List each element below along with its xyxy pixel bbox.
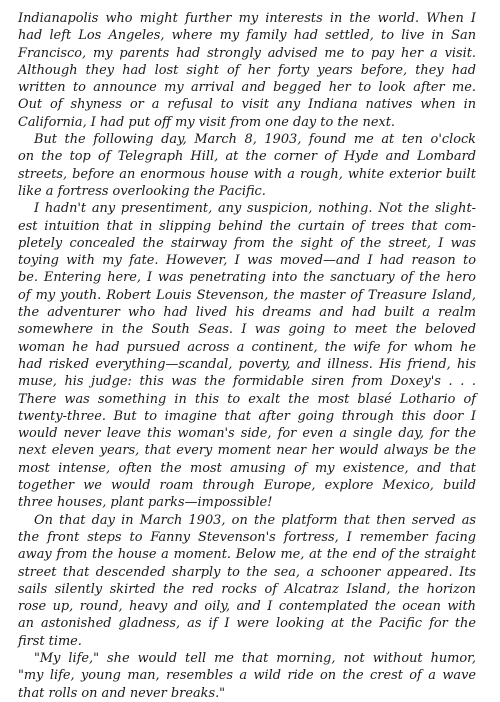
text-line: muse, his judge: this was the formidable siren from Doxey's . . . — [18, 374, 476, 390]
text-line: next eleven years, that every moment near her would always be the — [18, 443, 476, 459]
text-line: "My life," she would tell me that morning, not without humor, — [34, 650, 476, 666]
paragraph — [18, 650, 476, 702]
text-line: most intense, often the most amusing of my existence, and that — [18, 460, 476, 476]
text-line: There was something in this to exalt the most blasé Lothario of — [18, 391, 476, 407]
text-line: somewhere in the South Seas. I was going to meet the beloved — [18, 322, 476, 338]
text-line: Francisco, my parents had strongly advised me to pay her a visit. — [18, 45, 476, 61]
text-line: On that day in March 1903, on the platform that then served as — [34, 512, 476, 528]
text-line: on the top of Telegraph Hill, at the corner of Hyde and Lombard — [18, 149, 476, 165]
text-line: sails silently skirted the red rocks of Alcatraz Island, the horizon — [18, 581, 476, 597]
paragraph — [18, 512, 476, 650]
text-line: be. Entering here, I was penetrating into the sanctuary of the hero — [18, 270, 476, 286]
text-line: toying with my fate. However, I was moved—and I had reason to — [18, 253, 476, 269]
paragraph — [18, 131, 476, 200]
text-line: that rolls on and never breaks." — [18, 685, 226, 701]
text-line: But the following day, March 8, 1903, found me at ten o'clock — [34, 132, 476, 148]
text-line: Out of shyness or a refusal to visit any Indiana natives when in — [18, 97, 476, 113]
text-line: "my life, young man, resembles a wild ride on the crest of a wave — [18, 668, 476, 684]
text-line: of my youth. Robert Louis Stevenson, the master of Treasure Island, — [18, 287, 476, 303]
text-line: Indianapolis who might further my interests in the world. When I — [18, 11, 476, 26]
text-line: est intuition that in slipping behind the curtain of trees that com- — [18, 218, 476, 234]
text-line: rose up, round, heavy and oily, and I contemplated the ocean with — [18, 599, 476, 615]
text-line: pletely concealed the stairway from the sight of the street, I was — [18, 235, 476, 251]
paragraph — [18, 200, 476, 511]
text-line: first time. — [18, 633, 82, 649]
text-line: had risked everything—scandal, poverty, and illness. His friend, his — [18, 356, 476, 372]
text-line: had left Los Angeles, where my family had settled, to live in San — [18, 28, 476, 44]
text-line: away from the house a moment. Below me, at the end of the straight — [18, 547, 476, 563]
text-line: twenty-three. But to imagine that after going through this door I — [18, 408, 476, 424]
text-line: together we would roam through Europe, explore Mexico, build — [18, 478, 476, 494]
text-line: an astonished gladness, as if I were looking at the Pacific for the — [18, 616, 476, 632]
text-line: California, I had put off my visit from one day to the next. — [18, 114, 396, 130]
text-line: three houses, plant parks—impossible! — [18, 495, 273, 511]
text-line: would never leave this woman's side, for even a single day, for the — [18, 426, 476, 442]
text-line: the adventurer who had lived his dreams and had built a realm — [18, 305, 476, 321]
text-line: woman he had pursued across a continent, the wife for whom he — [18, 339, 476, 355]
text-line: street that descended sharply to the sea, a schooner appeared. Its — [18, 564, 476, 580]
text-line: I hadn't any presentiment, any suspicion, nothing. Not the slight- — [34, 201, 476, 217]
text-line: like a fortress overlooking the Pacific. — [18, 183, 266, 199]
text-line: streets, before an enormous house with a rough, white exterior built — [18, 166, 476, 182]
text-line: the front steps to Fanny Stevenson's fortress, I remember facing — [18, 529, 476, 545]
paragraph — [18, 10, 476, 131]
text-line: written to announce my arrival and begged her to look after me. — [18, 80, 476, 96]
text-line: Although they had lost sight of her forty years before, they had — [18, 62, 476, 78]
